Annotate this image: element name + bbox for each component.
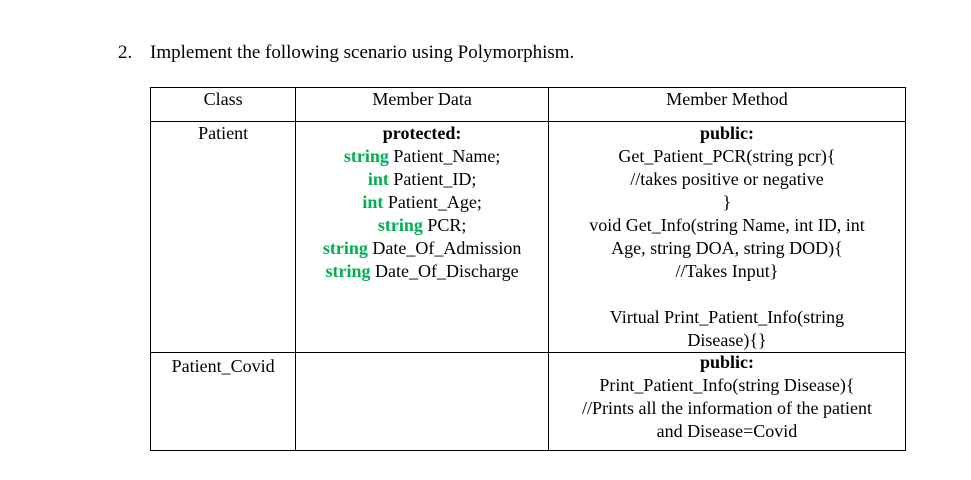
- header-class: Class: [151, 88, 296, 122]
- type-keyword: string: [325, 261, 371, 281]
- table-row-patient: [151, 122, 906, 353]
- patient-covid-member-methods: [548, 353, 905, 451]
- patient-covid-member-data: [296, 353, 549, 451]
- type-keyword: int: [367, 169, 389, 189]
- field-patient-name: [300, 145, 544, 168]
- type-keyword: string: [322, 238, 368, 258]
- method-line: Print_Patient_Info(string Disease){: [599, 375, 855, 395]
- method-line: void Get_Info(string Name, int ID, int: [589, 215, 865, 235]
- type-keyword: int: [362, 192, 384, 212]
- method-line: }: [722, 192, 732, 212]
- header-member-data: Member Data: [296, 88, 549, 122]
- field-name: Date_Of_Admission: [367, 238, 522, 258]
- patient-member-data: [296, 122, 549, 353]
- access-specifier-public: public:: [699, 123, 754, 143]
- question-number: 2.: [118, 42, 133, 63]
- method-line: //Prints all the information of the patient: [582, 398, 872, 418]
- table-header-row: [151, 88, 906, 122]
- method-line: and Disease=Covid: [656, 421, 798, 441]
- field-patient-age: [300, 191, 544, 214]
- field-name: Patient_Age;: [383, 192, 482, 212]
- method-line: Disease){}: [687, 330, 767, 350]
- class-name-patient: Patient: [151, 122, 296, 353]
- method-line: Get_Patient_PCR(string pcr){: [618, 146, 836, 166]
- class-table: [150, 87, 906, 451]
- method-line: Age, string DOA, string DOD){: [611, 238, 843, 258]
- access-specifier-protected: protected:: [382, 123, 462, 143]
- field-patient-id: [300, 168, 544, 191]
- header-member-method: Member Method: [548, 88, 905, 122]
- question-heading: [118, 42, 574, 64]
- blank-line: [553, 283, 901, 306]
- type-keyword: string: [343, 146, 389, 166]
- patient-member-methods: [548, 122, 905, 353]
- field-name: Patient_Name;: [388, 146, 501, 166]
- field-name: Date_Of_Discharge: [370, 261, 519, 281]
- method-line: //Takes Input}: [675, 261, 779, 281]
- method-line: Virtual Print_Patient_Info(string: [609, 307, 845, 327]
- access-specifier-public: public:: [699, 352, 754, 372]
- table-row-patient-covid: [151, 353, 906, 451]
- field-date-of-discharge: [300, 260, 544, 283]
- question-text: Implement the following scenario using Polymorphism.: [150, 42, 575, 63]
- field-pcr: [300, 214, 544, 237]
- method-line: //takes positive or negative: [630, 169, 824, 189]
- field-name: Patient_ID;: [388, 169, 477, 189]
- class-name-patient-covid: Patient_Covid: [151, 353, 296, 451]
- type-keyword: string: [377, 215, 423, 235]
- field-date-of-admission: [300, 237, 544, 260]
- field-name: PCR;: [422, 215, 467, 235]
